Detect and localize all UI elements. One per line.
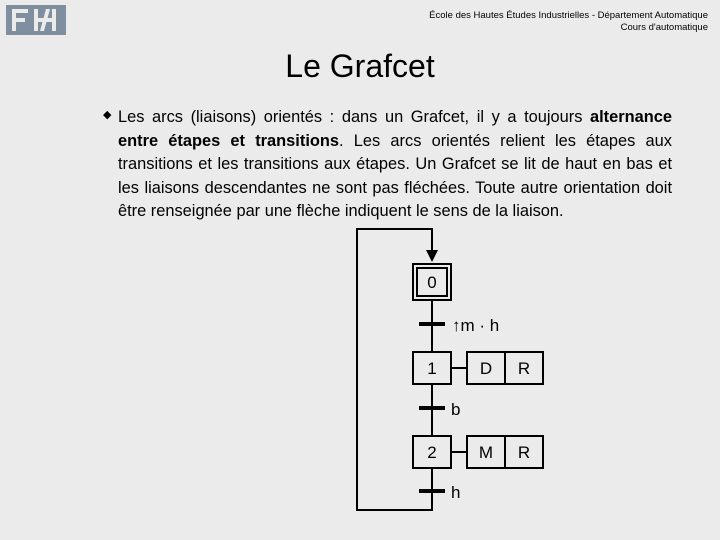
transition-3-label: h bbox=[451, 483, 461, 502]
page-title: Le Grafcet bbox=[285, 48, 435, 84]
para-bold: alternance entre étapes et transitions bbox=[118, 108, 672, 150]
return-arrow-icon bbox=[426, 250, 438, 262]
para-intro: Les arcs (liaisons) orientés : dans un Grafcet, il y a toujours bbox=[118, 108, 590, 126]
step-2-action-1-label: M bbox=[478, 443, 494, 462]
step-1-label: 1 bbox=[427, 359, 437, 378]
bullet-icon: ◆ bbox=[103, 109, 112, 121]
header-line-1: École des Hautes Études Industrielles - Département Automatique bbox=[429, 10, 708, 21]
step-0-label: 0 bbox=[427, 273, 437, 292]
step-2-label: 2 bbox=[427, 443, 437, 462]
step-1-action-2-label: R bbox=[517, 359, 531, 378]
step-2-action-2-label: R bbox=[517, 443, 531, 462]
step-1-action-1-label: D bbox=[479, 359, 493, 378]
para-rest: . Les arcs orientés relient les étapes aux transitions et les transitions aux étapes. Un Grafcet se lit de haut en bas et les liaisons descendantes ne sont pas fléchées. Toute autre orientation doit être renseignée par une flèche indiquent le sens de la liaison. bbox=[118, 131, 672, 221]
header-line-2: Cours d'automatique bbox=[620, 22, 708, 33]
transition-2-label: b bbox=[451, 400, 461, 419]
transition-1-label: ↑m · h bbox=[452, 316, 500, 335]
